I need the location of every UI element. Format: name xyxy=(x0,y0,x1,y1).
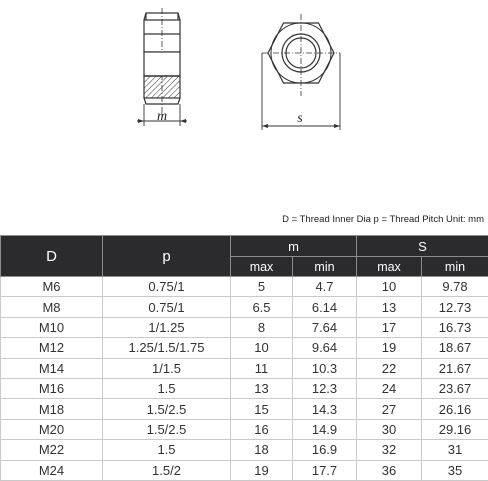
table-row xyxy=(1,399,488,419)
header-p: p xyxy=(103,236,231,277)
spec-table xyxy=(0,235,488,481)
cell-s-max: 17 xyxy=(357,317,422,337)
hex-nut-drawing xyxy=(0,0,488,210)
cell-m-max: 19 xyxy=(231,460,293,480)
cell-d: M12 xyxy=(1,338,103,358)
header-s: S xyxy=(357,236,488,257)
header-m-min: min xyxy=(293,257,357,277)
cell-m-min: 14.3 xyxy=(293,399,357,419)
cell-m-max: 11 xyxy=(231,358,293,378)
cell-m-min: 7.64 xyxy=(293,317,357,337)
cell-p: 0.75/1 xyxy=(103,297,231,317)
cell-s-max: 36 xyxy=(357,460,422,480)
table-row xyxy=(1,440,488,460)
cell-m-max: 13 xyxy=(231,378,293,398)
legend-note: D = Thread Inner Dia p = Thread Pitch Unit: mm xyxy=(0,214,484,225)
cell-m-max: 16 xyxy=(231,419,293,439)
header-s-min: min xyxy=(422,257,488,277)
cell-s-max: 22 xyxy=(357,358,422,378)
cell-d: M22 xyxy=(1,440,103,460)
cell-m-min: 16.9 xyxy=(293,440,357,460)
cell-s-min: 16.73 xyxy=(422,317,488,337)
cell-m-min: 12.3 xyxy=(293,378,357,398)
cell-m-max: 18 xyxy=(231,440,293,460)
table-row xyxy=(1,358,488,378)
cell-p: 1/1.25 xyxy=(103,317,231,337)
table-row xyxy=(1,378,488,398)
cell-d: M10 xyxy=(1,317,103,337)
header-m: m xyxy=(231,236,357,257)
cell-s-min: 12.73 xyxy=(422,297,488,317)
cell-m-min: 17.7 xyxy=(293,460,357,480)
cell-s-min: 29.16 xyxy=(422,419,488,439)
cell-s-max: 10 xyxy=(357,277,422,297)
cell-p: 1/1.5 xyxy=(103,358,231,378)
cell-m-min: 9.64 xyxy=(293,338,357,358)
header-m-max: max xyxy=(231,257,293,277)
dimension-label-m: m xyxy=(157,109,167,124)
cell-s-max: 24 xyxy=(357,378,422,398)
cell-d: M8 xyxy=(1,297,103,317)
cell-p: 0.75/1 xyxy=(103,277,231,297)
cell-m-max: 10 xyxy=(231,338,293,358)
cell-p: 1.5 xyxy=(103,378,231,398)
cell-p: 1.5 xyxy=(103,440,231,460)
cell-d: M16 xyxy=(1,378,103,398)
table-row xyxy=(1,419,488,439)
dimension-label-s: s xyxy=(297,111,303,126)
cell-s-max: 30 xyxy=(357,419,422,439)
cell-p: 1.5/2.5 xyxy=(103,399,231,419)
cell-s-min: 35 xyxy=(422,460,488,480)
cell-d: M24 xyxy=(1,460,103,480)
cell-s-min: 18.67 xyxy=(422,338,488,358)
cell-p: 1.25/1.5/1.75 xyxy=(103,338,231,358)
cell-s-max: 19 xyxy=(357,338,422,358)
cell-s-min: 26.16 xyxy=(422,399,488,419)
cell-m-min: 14.9 xyxy=(293,419,357,439)
header-s-max: max xyxy=(357,257,422,277)
cell-m-max: 8 xyxy=(231,317,293,337)
cell-p: 1.5/2.5 xyxy=(103,419,231,439)
cell-s-min: 31 xyxy=(422,440,488,460)
cell-d: M6 xyxy=(1,277,103,297)
table-row xyxy=(1,460,488,480)
header-d: D xyxy=(1,236,103,277)
cell-s-max: 32 xyxy=(357,440,422,460)
cell-s-min: 21.67 xyxy=(422,358,488,378)
table-row xyxy=(1,317,488,337)
cell-d: M18 xyxy=(1,399,103,419)
cell-m-max: 5 xyxy=(231,277,293,297)
table-row xyxy=(1,297,488,317)
cell-m-min: 4.7 xyxy=(293,277,357,297)
cell-m-min: 6.14 xyxy=(293,297,357,317)
cell-m-max: 15 xyxy=(231,399,293,419)
cell-s-max: 13 xyxy=(357,297,422,317)
cell-s-max: 27 xyxy=(357,399,422,419)
cell-d: M20 xyxy=(1,419,103,439)
cell-p: 1.5/2 xyxy=(103,460,231,480)
table-row xyxy=(1,338,488,358)
cell-d: M14 xyxy=(1,358,103,378)
cell-m-max: 6.5 xyxy=(231,297,293,317)
table-row xyxy=(1,277,488,297)
cell-s-min: 23.67 xyxy=(422,378,488,398)
cell-s-min: 9.78 xyxy=(422,277,488,297)
cell-m-min: 10.3 xyxy=(293,358,357,378)
